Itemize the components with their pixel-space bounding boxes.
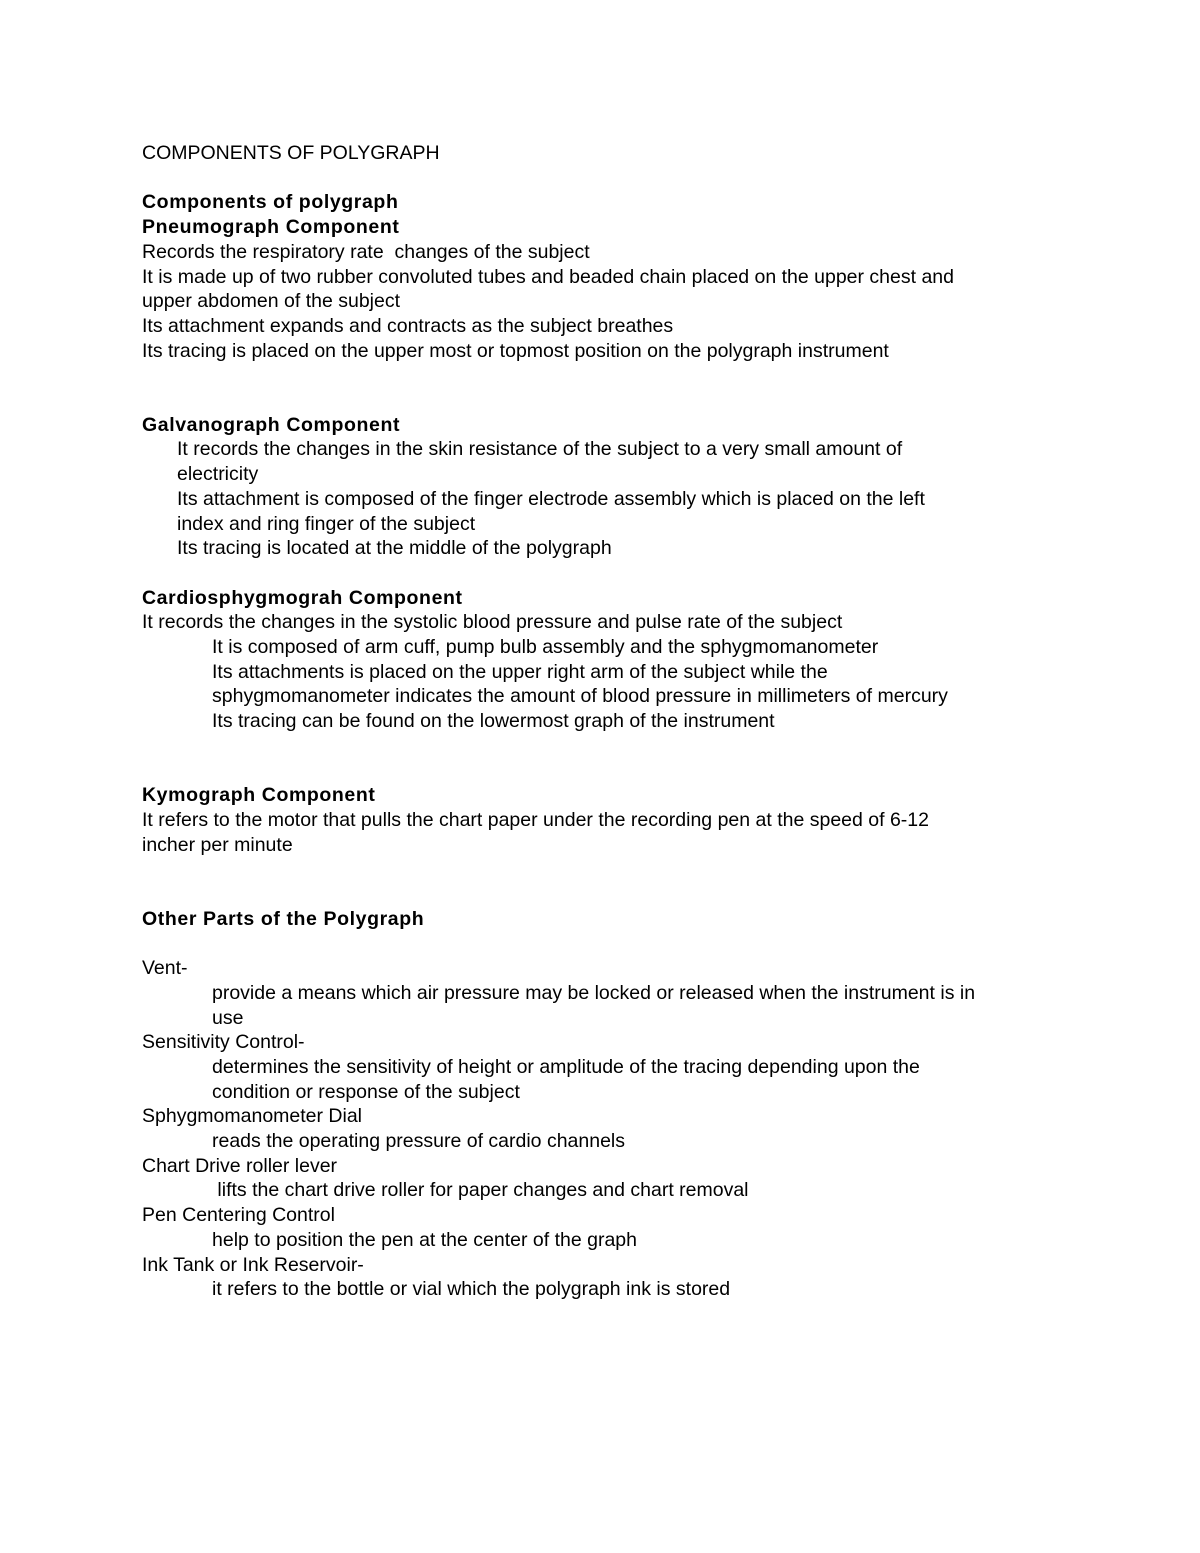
part-term-chart-drive-roller-lever: Chart Drive roller lever	[142, 1154, 338, 1177]
cardiosphygmograph-line: sphygmomanometer indicates the amount of blood pressure in millimeters of mercury	[212, 685, 948, 708]
part-desc: determines the sensitivity of height or amplitude of the tracing depending upon the	[212, 1055, 920, 1078]
kymograph-line: It refers to the motor that pulls the chart paper under the recording pen at the speed of 6-12	[142, 808, 929, 831]
part-desc: use	[212, 1006, 244, 1029]
document-title: COMPONENTS OF POLYGRAPH	[142, 142, 440, 164]
pneumograph-line: It is made up of two rubber convoluted tubes and beaded chain placed on the upper chest and	[142, 265, 954, 288]
pneumograph-line: Its attachment expands and contracts as the subject breathes	[142, 314, 674, 337]
spacer	[142, 857, 1077, 906]
pneumograph-line: Records the respiratory rate changes of the subject	[142, 240, 590, 263]
cardiosphygmograph-line: Its attachments is placed on the upper right arm of the subject while the	[212, 660, 828, 683]
galvanograph-line: Its attachment is composed of the finger electrode assembly which is placed on the left	[177, 487, 925, 510]
cardiosphygmograph-heading: Cardiosphygmograh Component	[142, 586, 463, 609]
kymograph-line: incher per minute	[142, 833, 293, 856]
pneumograph-line: upper abdomen of the subject	[142, 290, 401, 313]
document-body	[142, 141, 1077, 1302]
part-desc: lifts the chart drive roller for paper changes and chart removal	[212, 1179, 749, 1202]
pneumograph-line: Its tracing is placed on the upper most or topmost position on the polygraph instrument	[142, 339, 889, 362]
spacer	[142, 363, 1077, 412]
part-term-ink-tank: Ink Tank or Ink Reservoir-	[142, 1253, 364, 1276]
galvanograph-line: It records the changes in the skin resistance of the subject to a very small amount of	[177, 438, 903, 461]
part-term-vent: Vent-	[142, 957, 188, 980]
cardiosphygmograph-intro: It records the changes in the systolic blood pressure and pulse rate of the subject	[142, 611, 843, 634]
part-desc: it refers to the bottle or vial which the polygraph ink is stored	[212, 1278, 731, 1301]
part-desc: reads the operating pressure of cardio channels	[212, 1130, 626, 1153]
pneumograph-heading: Pneumograph Component	[142, 216, 400, 239]
part-term-sphygmomanometer-dial: Sphygmomanometer Dial	[142, 1105, 363, 1128]
part-desc: condition or response of the subject	[212, 1080, 520, 1103]
spacer	[142, 931, 1077, 956]
galvanograph-line: index and ring finger of the subject	[177, 512, 476, 535]
spacer	[142, 734, 1077, 783]
part-desc: provide a means which air pressure may be locked or released when the instrument is in	[212, 981, 976, 1004]
section-subtitle: Components of polygraph	[142, 191, 399, 214]
part-term-sensitivity-control: Sensitivity Control-	[142, 1031, 305, 1054]
part-term-pen-centering-control: Pen Centering Control	[142, 1204, 335, 1227]
galvanograph-line: Its tracing is located at the middle of the polygraph	[177, 537, 612, 560]
cardiosphygmograph-line: It is composed of arm cuff, pump bulb assembly and the sphygmomanometer	[212, 636, 879, 659]
galvanograph-heading: Galvanograph Component	[142, 413, 401, 436]
galvanograph-line: electricity	[177, 463, 259, 486]
cardiosphygmograph-line: Its tracing can be found on the lowermost graph of the instrument	[212, 710, 775, 733]
kymograph-heading: Kymograph Component	[142, 784, 376, 807]
part-desc: help to position the pen at the center of the graph	[212, 1228, 637, 1251]
other-parts-heading: Other Parts of the Polygraph	[142, 907, 425, 930]
spacer	[142, 561, 1077, 586]
